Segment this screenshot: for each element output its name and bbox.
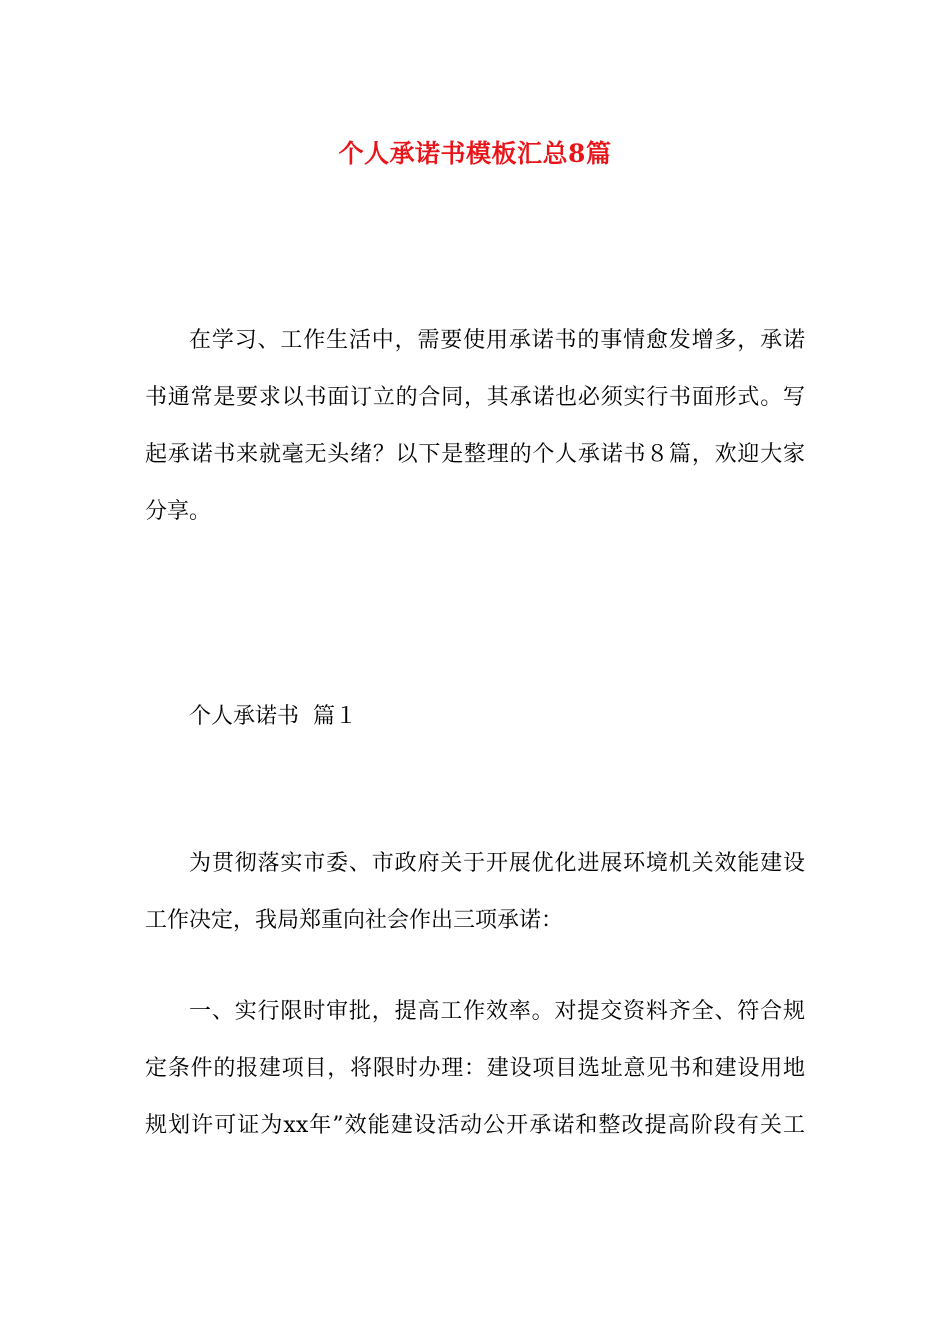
document-title: 个人承诺书模板汇总8篇: [338, 139, 612, 168]
section-paragraph-2: [145, 983, 805, 1154]
section-p1-line-2: 工作决定，我局郑重向社会作出三项承诺：: [145, 908, 564, 933]
section-p2-line-1: 一、实行限时审批，提高工作效率。对提交资料齐全、符合规: [189, 999, 805, 1024]
intro-line-3: 起承诺书来就毫无头绪？以下是整理的个人承诺书８篇，欢迎大家: [145, 442, 805, 467]
intro-line-4: 分享。: [145, 499, 212, 524]
section-p2-line-3: 规划许可证为xx年”效能建设活动公开承诺和整改提高阶段有关工: [145, 1113, 805, 1138]
section-p1-line-1: 为贯彻落实市委、市政府关于开展优化进展环境机关效能建设: [189, 851, 805, 876]
intro-line-2: 书通常是要求以书面订立的合同，其承诺也必须实行书面形式。写: [145, 385, 805, 410]
intro-line-1: 在学习、工作生活中，需要使用承诺书的事情愈发增多，承诺: [189, 328, 805, 353]
section-heading: 个人承诺书 篇１: [189, 704, 357, 729]
section-p2-line-2: 定条件的报建项目，将限时办理：建设项目选址意见书和建设用地: [145, 1056, 805, 1081]
section-paragraph-1: [145, 835, 805, 949]
intro-paragraph: [145, 312, 805, 540]
